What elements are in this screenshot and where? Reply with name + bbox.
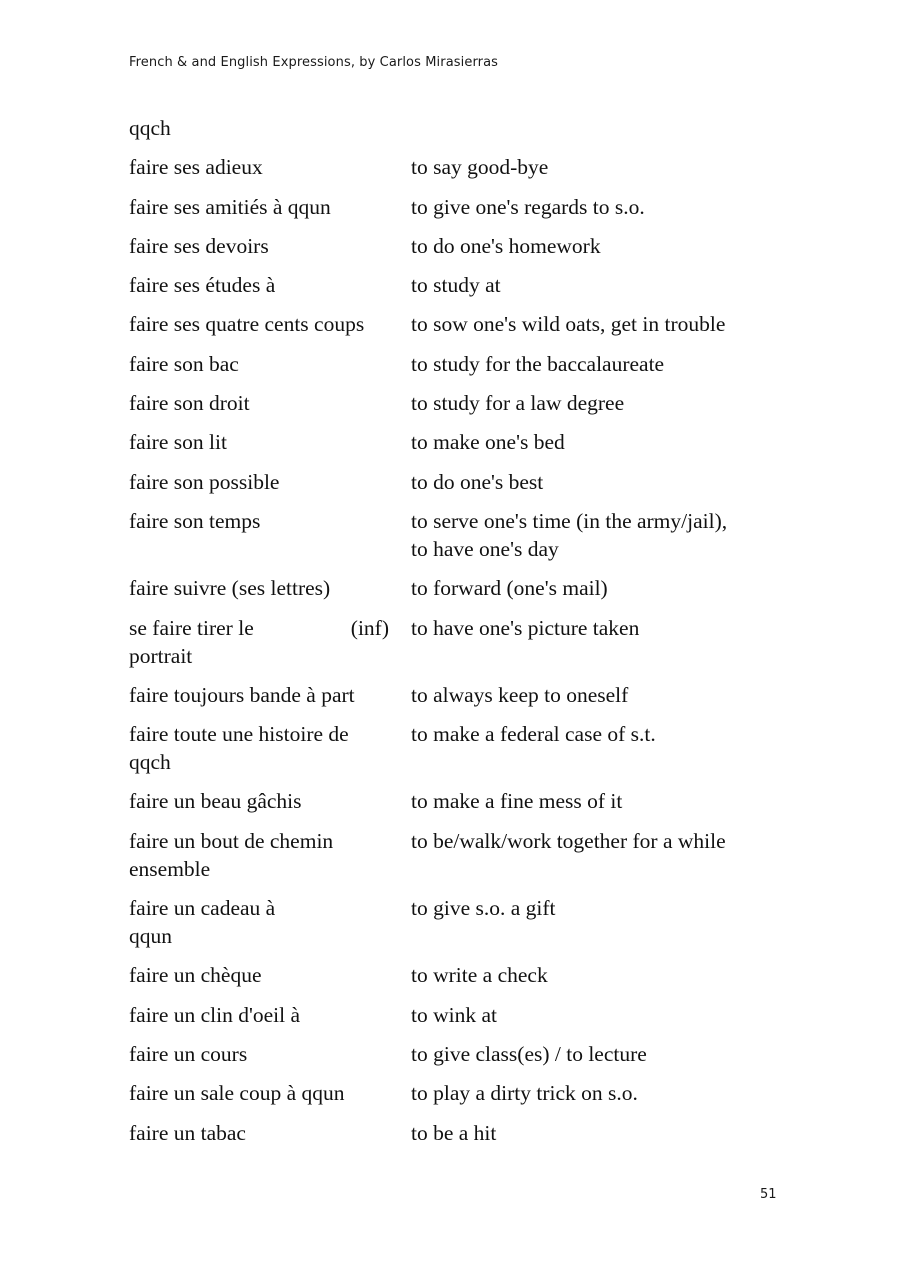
french-expression-line: qqch xyxy=(129,750,171,775)
register-tag: (inf) xyxy=(350,615,389,640)
english-translation: to give one's regards to s.o. xyxy=(411,194,645,219)
french-expression: faire un chèque xyxy=(129,963,262,988)
french-expression-line: ensemble xyxy=(129,856,211,881)
english-translation xyxy=(411,507,789,563)
french-expression-line: faire un cadeau à xyxy=(129,896,276,921)
english-translation-line: to serve one's time (in the army/jail), xyxy=(411,508,728,533)
english-translation: to make a federal case of s.t. xyxy=(411,722,656,747)
expression-row xyxy=(129,310,789,338)
expression-row xyxy=(129,961,789,989)
running-header: French & and English Expressions, by Carlos Mirasierras xyxy=(129,55,499,70)
french-expression: faire son droit xyxy=(129,391,250,416)
expression-row xyxy=(129,428,789,456)
english-translation: to make one's bed xyxy=(411,430,565,455)
french-expression: faire son lit xyxy=(129,430,227,455)
english-translation: to sow one's wild oats, get in trouble xyxy=(411,312,726,337)
french-expression: faire un tabac xyxy=(129,1120,246,1145)
expression-row xyxy=(129,894,789,950)
english-translation: to study for the baccalaureate xyxy=(411,351,665,376)
carryover-text: qqch xyxy=(129,116,171,140)
expression-row xyxy=(129,574,789,602)
expression-row xyxy=(129,389,789,417)
expression-row xyxy=(129,1040,789,1068)
english-translation: to make a fine mess of it xyxy=(411,789,623,814)
english-translation: to always keep to oneself xyxy=(411,682,629,707)
expression-row xyxy=(129,1001,789,1029)
english-translation: to be a hit xyxy=(411,1120,497,1145)
french-expression-line: faire un bout de chemin xyxy=(129,828,334,853)
english-translation: to be/walk/work together for a while xyxy=(411,828,726,853)
english-translation: to have one's picture taken xyxy=(411,615,640,640)
expression-row xyxy=(129,1119,789,1147)
french-expression: faire son possible xyxy=(129,469,280,494)
french-expression: faire ses quatre cents coups xyxy=(129,312,365,337)
french-expression: faire un beau gâchis xyxy=(129,789,302,814)
page-number: 51 xyxy=(760,1187,777,1202)
expression-row xyxy=(129,827,789,883)
french-expression-line: faire toute une histoire de xyxy=(129,722,349,747)
expression-row xyxy=(129,787,789,815)
expression-row xyxy=(129,507,789,563)
french-expression: faire suivre (ses lettres) xyxy=(129,576,331,601)
english-translation: to do one's homework xyxy=(411,233,601,258)
french-expression: faire toujours bande à part xyxy=(129,682,355,707)
english-translation: to wink at xyxy=(411,1002,497,1027)
french-expression-line: qqun xyxy=(129,924,172,949)
expression-row xyxy=(129,1079,789,1107)
french-expression xyxy=(129,827,411,883)
expression-row xyxy=(129,614,789,670)
english-translation-line: to have one's day xyxy=(411,536,559,561)
french-expression: faire un sale coup à qqun xyxy=(129,1081,345,1106)
french-expression: faire ses devoirs xyxy=(129,233,269,258)
english-translation: to say good-bye xyxy=(411,155,549,180)
french-expression xyxy=(129,614,411,670)
english-translation: to study at xyxy=(411,273,501,298)
expressions-list xyxy=(129,114,789,1158)
english-translation: to study for a law degree xyxy=(411,391,625,416)
french-expression: faire son bac xyxy=(129,351,239,376)
expression-row xyxy=(129,468,789,496)
expression-row xyxy=(129,681,789,709)
expression-row xyxy=(129,193,789,221)
french-expression-part: se faire tirer le xyxy=(129,615,254,640)
french-expression: faire son temps xyxy=(129,508,261,533)
english-translation: to give class(es) / to lecture xyxy=(411,1041,647,1066)
french-expression: faire ses adieux xyxy=(129,155,263,180)
french-expression: faire un clin d'oeil à xyxy=(129,1002,301,1027)
french-expression: faire un cours xyxy=(129,1041,248,1066)
english-translation: to play a dirty trick on s.o. xyxy=(411,1081,638,1106)
english-translation: to write a check xyxy=(411,963,548,988)
expression-row xyxy=(129,350,789,378)
french-expression xyxy=(129,894,411,950)
french-expression: faire ses études à xyxy=(129,273,276,298)
expression-row xyxy=(129,271,789,299)
expression-row xyxy=(129,720,789,776)
expression-row xyxy=(129,153,789,181)
french-expression xyxy=(129,720,411,776)
english-translation: to give s.o. a gift xyxy=(411,896,556,921)
english-translation: to do one's best xyxy=(411,469,544,494)
expression-row xyxy=(129,232,789,260)
french-expression-part: portrait xyxy=(129,643,193,668)
english-translation: to forward (one's mail) xyxy=(411,576,608,601)
french-expression: faire ses amitiés à qqun xyxy=(129,194,331,219)
